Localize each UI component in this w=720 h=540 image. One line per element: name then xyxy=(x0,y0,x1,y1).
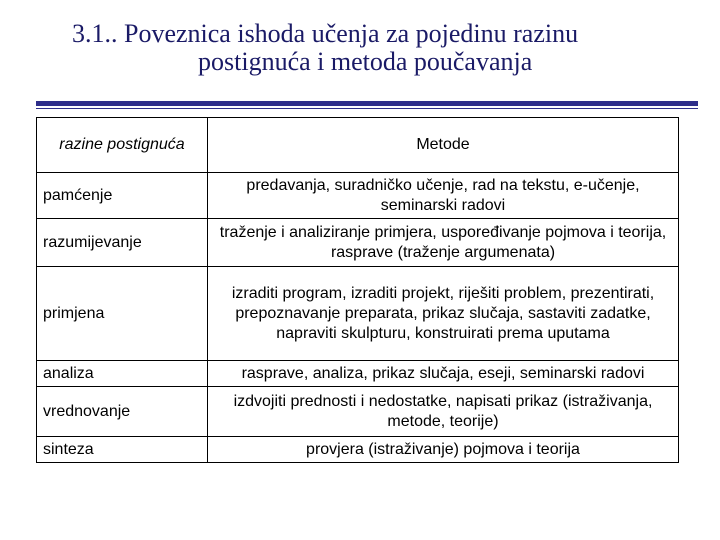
level-cell: primjena xyxy=(37,267,208,361)
table-row xyxy=(37,361,679,387)
table-row xyxy=(37,267,679,361)
level-cell: vrednovanje xyxy=(37,387,208,437)
level-cell: pamćenje xyxy=(37,173,208,219)
methods-cell: provjera (istraživanje) pojmova i teorija xyxy=(208,437,679,463)
header-levels: razine postignuća xyxy=(37,118,208,173)
table-row xyxy=(37,219,679,267)
title-divider-thin xyxy=(36,108,698,109)
header-methods: Metode xyxy=(208,118,679,173)
methods-cell: izraditi program, izraditi projekt, riješiti problem, prezentirati, prepoznavanje preparata, prikaz slučaja, sastaviti zadatke, napraviti skulpturu, konstruirati prema uputama xyxy=(208,267,679,361)
methods-cell: izdvojiti prednosti i nedostatke, napisati prikaz (istraživanja, metode, teorije) xyxy=(208,387,679,437)
methods-cell: rasprave, analiza, prikaz slučaja, eseji, seminarski radovi xyxy=(208,361,679,387)
level-cell: sinteza xyxy=(37,437,208,463)
title-line-1: 3.1.. Poveznica ishoda učenja za pojedinu razinu xyxy=(72,19,579,48)
table-row xyxy=(37,387,679,437)
title-line-2: postignuća i metoda poučavanja xyxy=(198,47,533,76)
table-header-row xyxy=(37,118,679,173)
methods-cell: predavanja, suradničko učenje, rad na tekstu, e-učenje, seminarski radovi xyxy=(208,173,679,219)
title-divider xyxy=(36,101,698,106)
level-cell: analiza xyxy=(37,361,208,387)
table-row xyxy=(37,437,679,463)
level-cell: razumijevanje xyxy=(37,219,208,267)
table-row xyxy=(37,173,679,219)
methods-cell: traženje i analiziranje primjera, uspoređivanje pojmova i teorija, rasprave (traženje argumenata) xyxy=(208,219,679,267)
outcomes-methods-table xyxy=(36,117,679,463)
slide-title xyxy=(60,20,700,76)
